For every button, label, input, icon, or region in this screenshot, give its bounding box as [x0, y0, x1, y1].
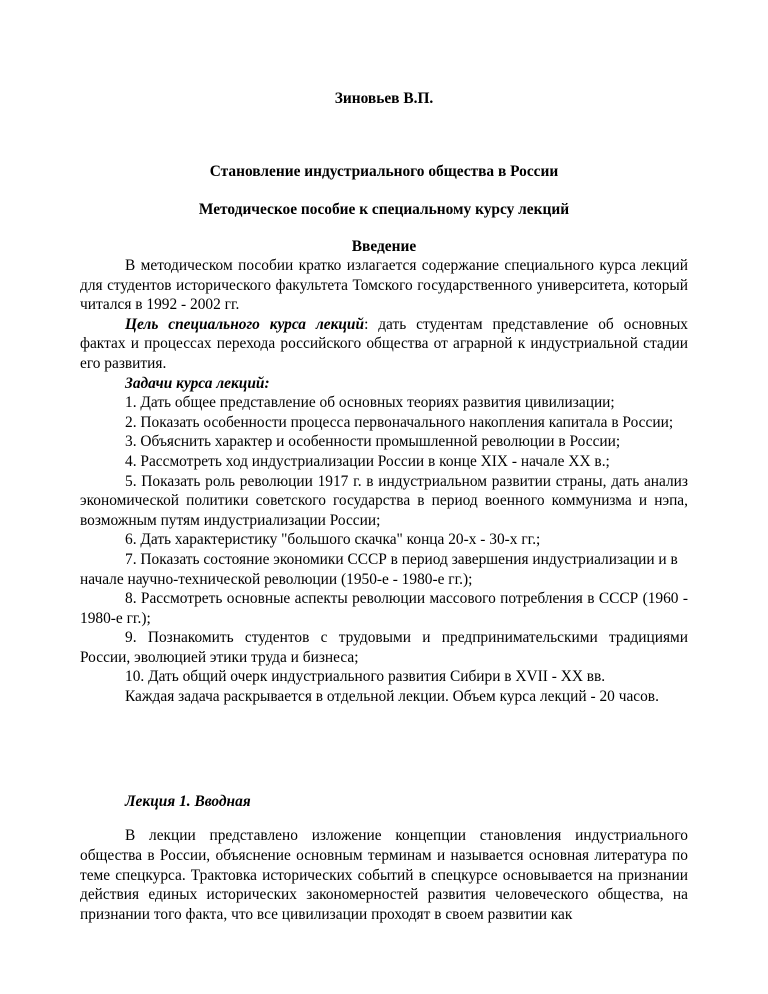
task-item-8: 8. Рассмотреть основные аспекты революции массового потребления в СССР (1960 - 1980-е гг.); [80, 590, 688, 627]
lecture-1-section [80, 826, 688, 925]
goal-label: Цель специального курса лекций [125, 315, 365, 333]
lecture-1-paragraph: В лекции представлено изложение концепции становления индустриального общества в России, объяснение основным терминам и называется основная литература по теме спецкурса. Трактовка исторических событий в спецкурсе основывается на признании действия единых исторических закономерностей развития человеческого общества, на признании того факта, что все цивилизации проходят в своем развитии как [80, 827, 688, 924]
intro-section [80, 256, 688, 707]
task-item-2: 2. Показать особенности процесса первоначального накопления капитала в России; [125, 413, 674, 431]
task-item-6: 6. Дать характеристику "большого скачка" конца 20-х - 30-х гг.; [125, 531, 541, 549]
task-item-4: 4. Рассмотреть ход индустриализации России в конце XIX - начале XX в.; [125, 452, 610, 470]
lecture-1-heading: Лекция 1. Вводная [125, 793, 251, 810]
intro-heading: Введение [351, 238, 417, 255]
task-item-3: 3. Объяснить характер и особенности промышленной революции в России; [125, 433, 621, 451]
intro-paragraph: В методическом пособии кратко излагается содержание специального курса лекций для студентов исторического факультета Томского государственного университета, который читался в 1992 - 2002 гг. [80, 257, 688, 314]
goal-paragraph [80, 315, 688, 374]
closing-paragraph: Каждая задача раскрывается в отдельной лекции. Объем курса лекций - 20 часов. [125, 688, 659, 706]
task-item-1: 1. Дать общее представление об основных теориях развития цивилизации; [125, 394, 615, 412]
goal-text: : дать студентам представление об основных фактах и процессах перехода российского общества от аграрной к индустриальной стадии его развития. [80, 315, 688, 372]
tasks-heading [80, 374, 688, 394]
document-subtitle: Методическое пособие к специальному курсу лекций [198, 201, 570, 218]
tasks-label: Задачи курса лекций: [125, 374, 270, 392]
task-item-10: 10. Дать общий очерк индустриального развития Сибири в XVII - XX вв. [125, 668, 606, 686]
author-name: Зиновьев В.П. [334, 90, 434, 107]
document-page [80, 0, 688, 994]
task-item-9: 9. Познакомить студентов с трудовыми и предпринимательскими традициями России, эволюцией этики труда и бизнеса; [80, 629, 688, 666]
task-item-7: 7. Показать состояние экономики СССР в период завершения индустриализации и в начале научно-технической революции (1950-е - 1980-е гг.); [80, 550, 678, 588]
document-title: Становление индустриального общества в России [209, 163, 559, 180]
task-item-5: 5. Показать роль революции 1917 г. в индустриальном развитии страны, дать анализ экономической политики советского государства в период военного коммунизма и нэпа, возможным путям индустриализации России; [80, 472, 688, 529]
